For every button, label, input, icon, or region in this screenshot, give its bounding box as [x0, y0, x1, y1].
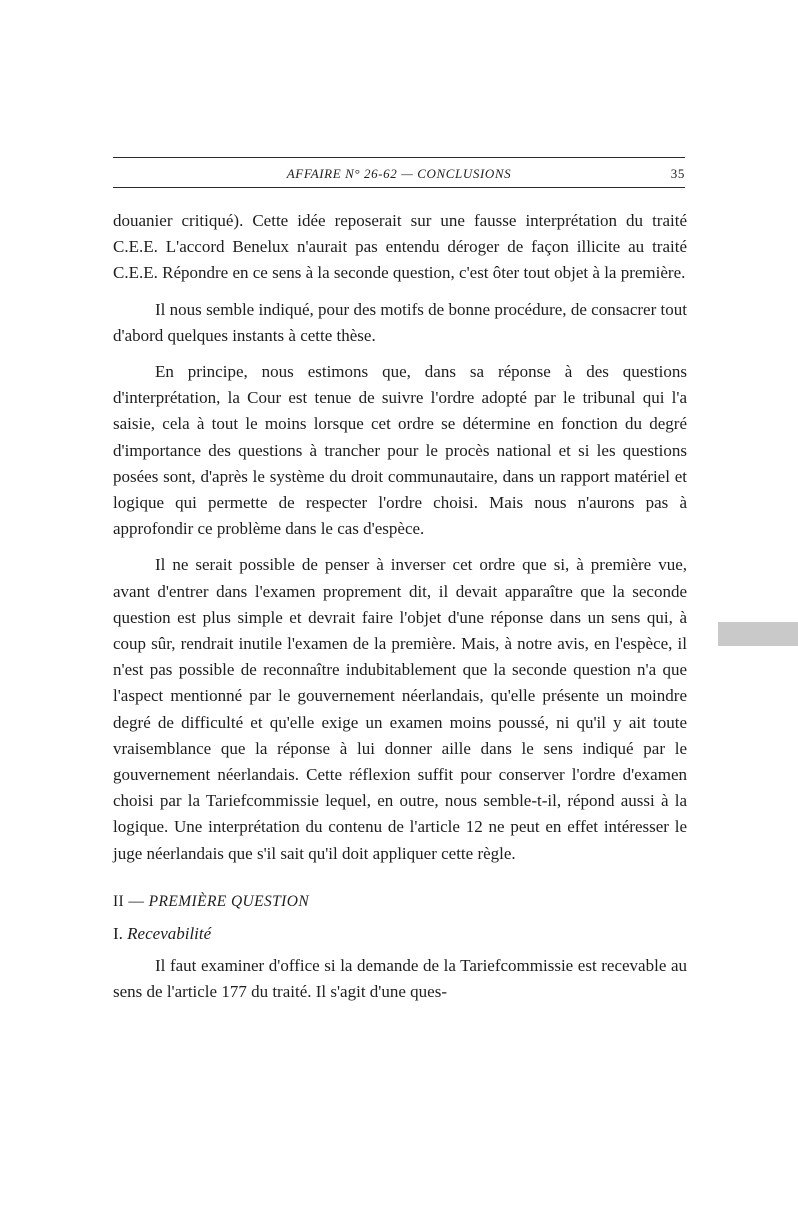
subsection-title: Recevabilité	[127, 924, 212, 944]
section-title: PREMIÈRE QUESTION	[148, 892, 310, 910]
header-top-rule	[113, 157, 685, 158]
subsection-heading	[113, 921, 687, 947]
paragraph-5: Il faut examiner d'office si la demande de la Tariefcommissie est recevable au sens de l'article 177 du traité. Il s'agit d'une ques-	[113, 956, 687, 1002]
running-head	[113, 164, 685, 184]
subsection-number: I.	[113, 924, 123, 944]
section-heading	[113, 889, 687, 915]
paragraph-3: En principe, nous estimons que, dans sa réponse à des questions d'interprétation, la Cour est tenue de suivre l'ordre adopté par le tribunal qui l'a saisie, cela à tout le moins lorsque cet ordre se détermine en fonction du degré d'importance des questions à trancher pour le procès national et si les questions posées sont, d'après le système du droit communautaire, dans un rapport matériel et logique qui permette de respecter l'ordre choisi. Mais nous n'aurons pas à approfondir ce problème dans le cas d'espèce.	[113, 362, 687, 539]
header-bottom-rule	[113, 187, 685, 188]
paragraph-4: Il ne serait possible de penser à inverser cet ordre que si, à première vue, avant d'entrer dans l'examen proprement dit, il devait apparaître que la seconde question est plus simple et devrait faire l'objet d'une réponse dans un sens qui, à coup sûr, rendrait inutile l'examen de la première. Mais, à notre avis, en l'espèce, il n'est pas possible de reconnaître indubitablement que la seconde question n'a que l'aspect mentionné par le gouvernement néerlandais, qu'elle présente un moindre degré de difficulté et qu'elle exige un examen moins poussé, ni qu'il y ait toute vraisemblance que la réponse à lui donner aille dans le sens indiqué par le gouvernement néerlandais. Cette réflexion suffit pour conserver l'ordre d'examen choisi par la Tariefcommissie lequel, en outre, nous semble-t-il, répond aussi à la logique. Une interprétation du contenu de l'article 12 ne peut en effet intéresser le juge néerlandais que s'il sait qu'il doit appliquer cette règle.	[113, 555, 687, 863]
running-title: AFFAIRE N° 26-62 — CONCLUSIONS	[286, 166, 512, 181]
paragraph-2: Il nous semble indiqué, pour des motifs de bonne procédure, de consacrer tout d'abord quelques instants à cette thèse.	[113, 299, 687, 345]
paragraph-1: douanier critiqué). Cette idée reposerait sur une fausse interprétation du traité C.E.E. L'accord Benelux n'aurait pas entendu déroger de façon illicite au traité C.E.E. Répondre en ce sens à la seconde question, c'est ôter tout objet à la première.	[113, 211, 687, 283]
section-number: II —	[113, 892, 145, 910]
margin-marker-bar	[718, 622, 798, 646]
page-number: 35	[670, 166, 685, 181]
body-text	[113, 208, 687, 1016]
